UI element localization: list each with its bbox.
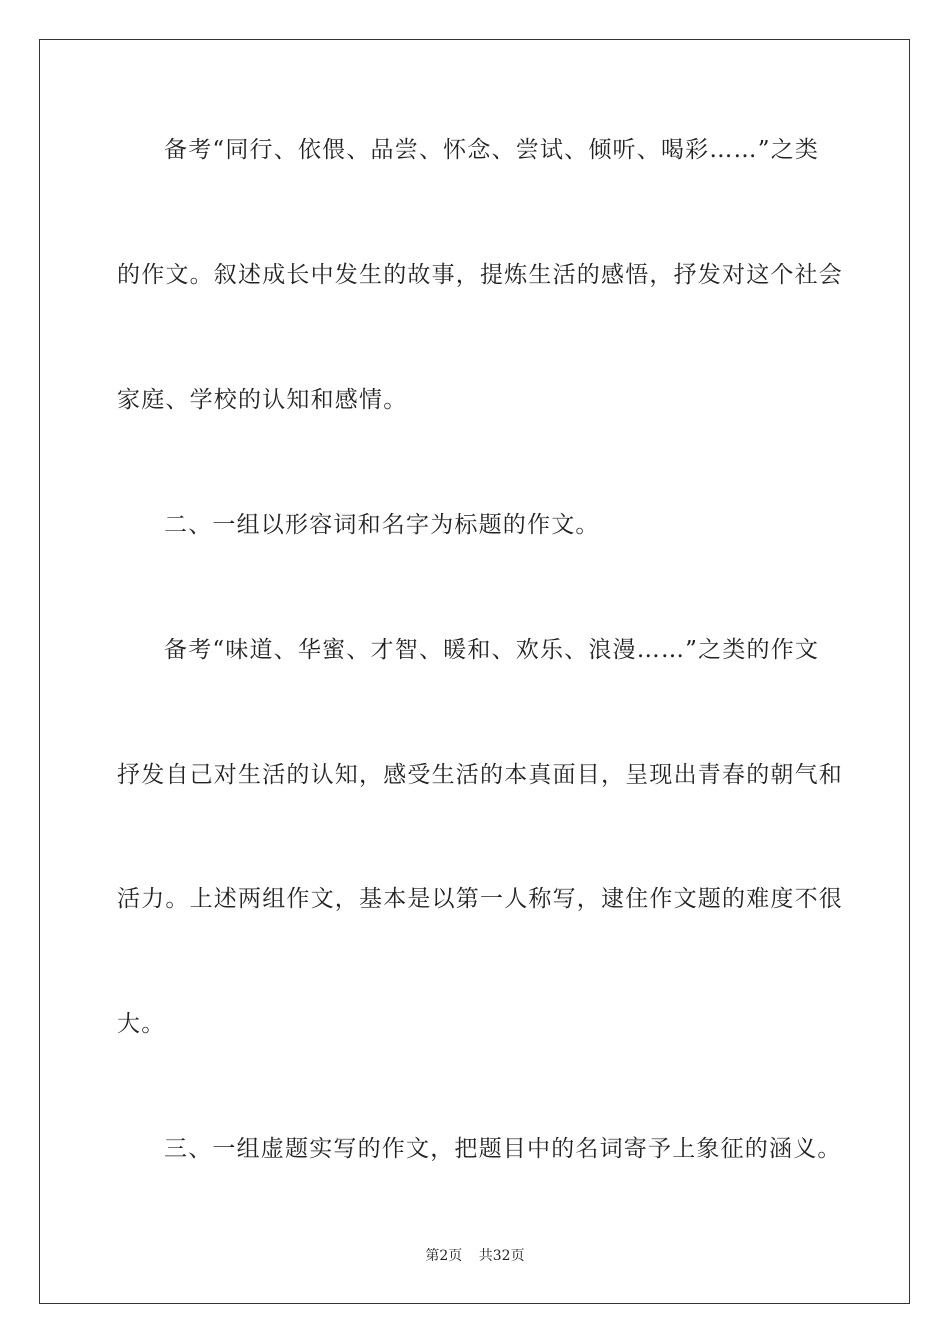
text-line-5: 备考“味道、华蜜、才智、暖和、欢乐、浪漫……”之类的作文 [164, 637, 820, 663]
text-line-7: 活力。上述两组作文，基本是以第一人称写，逮住作文题的难度不很 [117, 886, 843, 912]
page-footer [0, 1245, 950, 1265]
section-heading-2: 二、一组以形容词和名字为标题的作文。 [164, 512, 600, 538]
page-number: 第2页 [425, 1248, 463, 1264]
text-line-8: 大。 [117, 1011, 166, 1037]
text-line-6: 抒发自己对生活的认知，感受生活的本真面目，呈现出青春的朝气和 [117, 762, 843, 788]
text-line-2: 的作文。叙述成长中发生的故事，提炼生活的感悟，抒发对这个社会 [117, 262, 843, 288]
text-line-1: 备考“同行、依偎、品尝、怀念、尝试、倾听、喝彩……”之类 [164, 137, 820, 163]
page-border [39, 39, 910, 1304]
text-line-3: 家庭、学校的认知和感情。 [117, 387, 408, 413]
page-total: 共32页 [478, 1248, 525, 1264]
section-heading-3: 三、一组虚题实写的作文，把题目中的名词寄予上象征的涵义。 [164, 1136, 842, 1162]
